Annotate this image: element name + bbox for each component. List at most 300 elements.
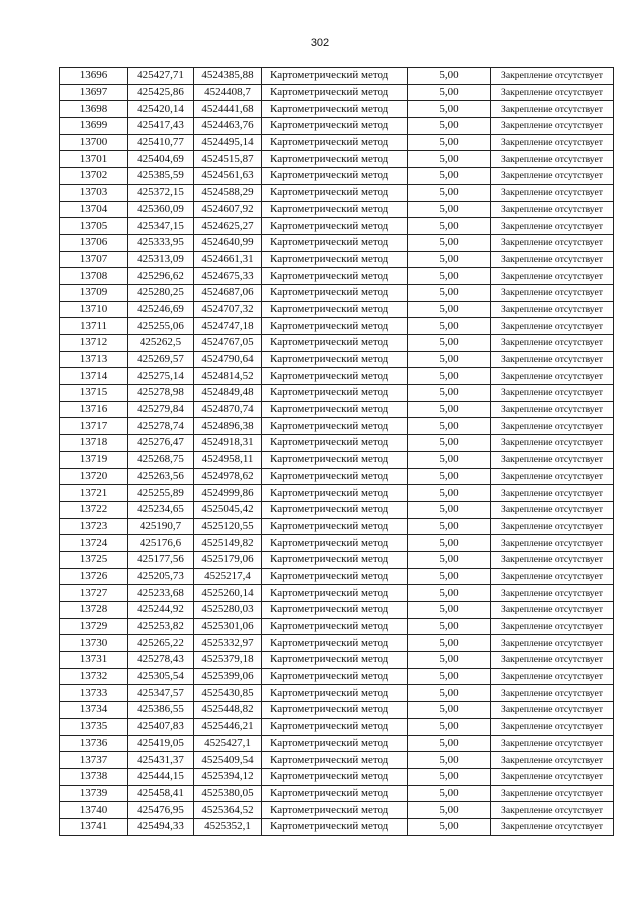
x-coordinate-cell: 425177,56 [128,551,194,568]
table-row [60,184,614,201]
accuracy-cell: 5,00 [408,468,491,485]
fixing-cell: Закрепление отсутствует [491,668,614,685]
accuracy-cell: 5,00 [408,401,491,418]
x-coordinate-cell: 425253,82 [128,618,194,635]
method-cell: Картометрический метод [262,485,408,502]
point-number-cell: 13710 [60,301,128,318]
x-coordinate-cell: 425205,73 [128,568,194,585]
x-coordinate-cell: 425190,7 [128,518,194,535]
x-coordinate-cell: 425262,5 [128,335,194,352]
point-number-cell: 13734 [60,702,128,719]
method-cell: Картометрический метод [262,718,408,735]
accuracy-cell: 5,00 [408,652,491,669]
method-cell: Картометрический метод [262,168,408,185]
table-row [60,735,614,752]
point-number-cell: 13736 [60,735,128,752]
fixing-cell: Закрепление отсутствует [491,335,614,352]
method-cell: Картометрический метод [262,385,408,402]
method-cell: Картометрический метод [262,618,408,635]
accuracy-cell: 5,00 [408,702,491,719]
y-coordinate-cell: 4525301,06 [194,618,262,635]
table-row [60,418,614,435]
table-row [60,518,614,535]
fixing-cell: Закрепление отсутствует [491,468,614,485]
y-coordinate-cell: 4524849,48 [194,385,262,402]
point-number-cell: 13717 [60,418,128,435]
fixing-cell: Закрепление отсутствует [491,652,614,669]
x-coordinate-cell: 425313,09 [128,251,194,268]
accuracy-cell: 5,00 [408,284,491,301]
accuracy-cell: 5,00 [408,168,491,185]
table-row [60,451,614,468]
table-row [60,501,614,518]
accuracy-cell: 5,00 [408,118,491,135]
point-number-cell: 13699 [60,118,128,135]
accuracy-cell: 5,00 [408,785,491,802]
y-coordinate-cell: 4524441,68 [194,101,262,118]
fixing-cell: Закрепление отсутствует [491,201,614,218]
point-number-cell: 13721 [60,485,128,502]
y-coordinate-cell: 4524588,29 [194,184,262,201]
y-coordinate-cell: 4524999,86 [194,485,262,502]
y-coordinate-cell: 4525120,55 [194,518,262,535]
x-coordinate-cell: 425280,25 [128,284,194,301]
table-row [60,602,614,619]
table-row [60,768,614,785]
point-number-cell: 13696 [60,68,128,85]
point-number-cell: 13726 [60,568,128,585]
method-cell: Картометрический метод [262,401,408,418]
table-row [60,818,614,835]
method-cell: Картометрический метод [262,118,408,135]
method-cell: Картометрический метод [262,535,408,552]
point-number-cell: 13704 [60,201,128,218]
fixing-cell: Закрепление отсутствует [491,635,614,652]
fixing-cell: Закрепление отсутствует [491,485,614,502]
x-coordinate-cell: 425410,77 [128,134,194,151]
x-coordinate-cell: 425427,71 [128,68,194,85]
fixing-cell: Закрепление отсутствует [491,418,614,435]
y-coordinate-cell: 4524978,62 [194,468,262,485]
x-coordinate-cell: 425476,95 [128,802,194,819]
method-cell: Картометрический метод [262,752,408,769]
y-coordinate-cell: 4525332,97 [194,635,262,652]
fixing-cell: Закрепление отсутствует [491,735,614,752]
x-coordinate-cell: 425386,55 [128,702,194,719]
y-coordinate-cell: 4525380,05 [194,785,262,802]
table-row [60,668,614,685]
method-cell: Картометрический метод [262,702,408,719]
x-coordinate-cell: 425494,33 [128,818,194,835]
y-coordinate-cell: 4525448,82 [194,702,262,719]
method-cell: Картометрический метод [262,68,408,85]
fixing-cell: Закрепление отсутствует [491,435,614,452]
table-row [60,652,614,669]
point-number-cell: 13707 [60,251,128,268]
x-coordinate-cell: 425268,75 [128,451,194,468]
fixing-cell: Закрепление отсутствует [491,802,614,819]
point-number-cell: 13711 [60,318,128,335]
y-coordinate-cell: 4525427,1 [194,735,262,752]
page-number: 302 [310,37,330,49]
fixing-cell: Закрепление отсутствует [491,134,614,151]
fixing-cell: Закрепление отсутствует [491,251,614,268]
table-row [60,268,614,285]
accuracy-cell: 5,00 [408,268,491,285]
point-number-cell: 13715 [60,385,128,402]
method-cell: Картометрический метод [262,585,408,602]
accuracy-cell: 5,00 [408,501,491,518]
fixing-cell: Закрепление отсутствует [491,518,614,535]
fixing-cell: Закрепление отсутствует [491,385,614,402]
accuracy-cell: 5,00 [408,568,491,585]
x-coordinate-cell: 425458,41 [128,785,194,802]
table-row [60,368,614,385]
accuracy-cell: 5,00 [408,518,491,535]
accuracy-cell: 5,00 [408,551,491,568]
accuracy-cell: 5,00 [408,685,491,702]
method-cell: Картометрический метод [262,301,408,318]
point-number-cell: 13722 [60,501,128,518]
table-row [60,702,614,719]
accuracy-cell: 5,00 [408,485,491,502]
table-row [60,134,614,151]
point-number-cell: 13716 [60,401,128,418]
accuracy-cell: 5,00 [408,752,491,769]
point-number-cell: 13735 [60,718,128,735]
y-coordinate-cell: 4524747,18 [194,318,262,335]
fixing-cell: Закрепление отсутствует [491,602,614,619]
x-coordinate-cell: 425269,57 [128,351,194,368]
accuracy-cell: 5,00 [408,335,491,352]
x-coordinate-cell: 425244,92 [128,602,194,619]
table-row [60,551,614,568]
y-coordinate-cell: 4525394,12 [194,768,262,785]
accuracy-cell: 5,00 [408,151,491,168]
table-row [60,785,614,802]
y-coordinate-cell: 4524607,92 [194,201,262,218]
method-cell: Картометрический метод [262,435,408,452]
table-row [60,802,614,819]
x-coordinate-cell: 425431,37 [128,752,194,769]
method-cell: Картометрический метод [262,551,408,568]
x-coordinate-cell: 425419,05 [128,735,194,752]
table-row [60,301,614,318]
point-number-cell: 13708 [60,268,128,285]
x-coordinate-cell: 425265,22 [128,635,194,652]
y-coordinate-cell: 4524640,99 [194,234,262,251]
y-coordinate-cell: 4524661,31 [194,251,262,268]
point-number-cell: 13709 [60,284,128,301]
fixing-cell: Закрепление отсутствует [491,702,614,719]
point-number-cell: 13706 [60,234,128,251]
method-cell: Картометрический метод [262,351,408,368]
x-coordinate-cell: 425385,59 [128,168,194,185]
method-cell: Картометрический метод [262,501,408,518]
x-coordinate-cell: 425176,6 [128,535,194,552]
fixing-cell: Закрепление отсутствует [491,68,614,85]
fixing-cell: Закрепление отсутствует [491,501,614,518]
x-coordinate-cell: 425347,15 [128,218,194,235]
accuracy-cell: 5,00 [408,585,491,602]
point-number-cell: 13720 [60,468,128,485]
fixing-cell: Закрепление отсутствует [491,768,614,785]
point-number-cell: 13739 [60,785,128,802]
accuracy-cell: 5,00 [408,385,491,402]
point-number-cell: 13719 [60,451,128,468]
y-coordinate-cell: 4525217,4 [194,568,262,585]
point-number-cell: 13738 [60,768,128,785]
accuracy-cell: 5,00 [408,418,491,435]
accuracy-cell: 5,00 [408,201,491,218]
accuracy-cell: 5,00 [408,435,491,452]
table-row [60,218,614,235]
table-row [60,201,614,218]
method-cell: Картометрический метод [262,451,408,468]
x-coordinate-cell: 425417,43 [128,118,194,135]
y-coordinate-cell: 4524515,87 [194,151,262,168]
accuracy-cell: 5,00 [408,602,491,619]
fixing-cell: Закрепление отсутствует [491,318,614,335]
x-coordinate-cell: 425255,89 [128,485,194,502]
x-coordinate-cell: 425420,14 [128,101,194,118]
x-coordinate-cell: 425279,84 [128,401,194,418]
x-coordinate-cell: 425333,95 [128,234,194,251]
accuracy-cell: 5,00 [408,318,491,335]
accuracy-cell: 5,00 [408,668,491,685]
method-cell: Картометрический метод [262,668,408,685]
accuracy-cell: 5,00 [408,618,491,635]
method-cell: Картометрический метод [262,134,408,151]
accuracy-cell: 5,00 [408,84,491,101]
accuracy-cell: 5,00 [408,802,491,819]
fixing-cell: Закрепление отсутствует [491,268,614,285]
accuracy-cell: 5,00 [408,635,491,652]
y-coordinate-cell: 4524790,64 [194,351,262,368]
fixing-cell: Закрепление отсутствует [491,218,614,235]
point-number-cell: 13712 [60,335,128,352]
method-cell: Картометрический метод [262,201,408,218]
point-number-cell: 13698 [60,101,128,118]
fixing-cell: Закрепление отсутствует [491,101,614,118]
point-number-cell: 13714 [60,368,128,385]
fixing-cell: Закрепление отсутствует [491,685,614,702]
table-row [60,535,614,552]
point-number-cell: 13730 [60,635,128,652]
accuracy-cell: 5,00 [408,184,491,201]
table-row [60,151,614,168]
fixing-cell: Закрепление отсутствует [491,785,614,802]
x-coordinate-cell: 425360,09 [128,201,194,218]
y-coordinate-cell: 4525352,1 [194,818,262,835]
table-row [60,101,614,118]
fixing-cell: Закрепление отсутствует [491,168,614,185]
y-coordinate-cell: 4525446,21 [194,718,262,735]
y-coordinate-cell: 4525179,06 [194,551,262,568]
method-cell: Картометрический метод [262,84,408,101]
table-row [60,618,614,635]
method-cell: Картометрический метод [262,768,408,785]
accuracy-cell: 5,00 [408,351,491,368]
point-number-cell: 13703 [60,184,128,201]
point-number-cell: 13702 [60,168,128,185]
table-row [60,435,614,452]
y-coordinate-cell: 4524767,05 [194,335,262,352]
point-number-cell: 13741 [60,818,128,835]
table-row [60,385,614,402]
fixing-cell: Закрепление отсутствует [491,184,614,201]
y-coordinate-cell: 4524561,63 [194,168,262,185]
table-row [60,351,614,368]
accuracy-cell: 5,00 [408,101,491,118]
x-coordinate-cell: 425296,62 [128,268,194,285]
x-coordinate-cell: 425407,83 [128,718,194,735]
coordinates-table-body [60,68,614,836]
point-number-cell: 13725 [60,551,128,568]
point-number-cell: 13700 [60,134,128,151]
point-number-cell: 13705 [60,218,128,235]
y-coordinate-cell: 4525430,85 [194,685,262,702]
y-coordinate-cell: 4524958,11 [194,451,262,468]
point-number-cell: 13740 [60,802,128,819]
fixing-cell: Закрепление отсутствует [491,234,614,251]
point-number-cell: 13723 [60,518,128,535]
y-coordinate-cell: 4524687,06 [194,284,262,301]
point-number-cell: 13733 [60,685,128,702]
fixing-cell: Закрепление отсутствует [491,535,614,552]
y-coordinate-cell: 4524870,74 [194,401,262,418]
method-cell: Картометрический метод [262,251,408,268]
accuracy-cell: 5,00 [408,301,491,318]
method-cell: Картометрический метод [262,284,408,301]
accuracy-cell: 5,00 [408,768,491,785]
table-row [60,168,614,185]
y-coordinate-cell: 4524408,7 [194,84,262,101]
method-cell: Картометрический метод [262,101,408,118]
method-cell: Картометрический метод [262,468,408,485]
y-coordinate-cell: 4524463,76 [194,118,262,135]
x-coordinate-cell: 425275,14 [128,368,194,385]
fixing-cell: Закрепление отсутствует [491,301,614,318]
method-cell: Картометрический метод [262,785,408,802]
x-coordinate-cell: 425425,86 [128,84,194,101]
accuracy-cell: 5,00 [408,368,491,385]
fixing-cell: Закрепление отсутствует [491,118,614,135]
fixing-cell: Закрепление отсутствует [491,284,614,301]
point-number-cell: 13728 [60,602,128,619]
accuracy-cell: 5,00 [408,234,491,251]
coordinates-table [59,67,614,836]
x-coordinate-cell: 425233,68 [128,585,194,602]
table-row [60,401,614,418]
y-coordinate-cell: 4524385,88 [194,68,262,85]
method-cell: Картометрический метод [262,184,408,201]
fixing-cell: Закрепление отсутствует [491,618,614,635]
fixing-cell: Закрепление отсутствует [491,84,614,101]
x-coordinate-cell: 425347,57 [128,685,194,702]
x-coordinate-cell: 425404,69 [128,151,194,168]
table-row [60,568,614,585]
y-coordinate-cell: 4524707,32 [194,301,262,318]
y-coordinate-cell: 4525280,03 [194,602,262,619]
table-row [60,752,614,769]
table-row [60,485,614,502]
fixing-cell: Закрепление отсутствует [491,568,614,585]
y-coordinate-cell: 4524625,27 [194,218,262,235]
table-row [60,318,614,335]
point-number-cell: 13727 [60,585,128,602]
accuracy-cell: 5,00 [408,134,491,151]
accuracy-cell: 5,00 [408,718,491,735]
y-coordinate-cell: 4524814,52 [194,368,262,385]
y-coordinate-cell: 4524495,14 [194,134,262,151]
method-cell: Картометрический метод [262,652,408,669]
table-row [60,635,614,652]
accuracy-cell: 5,00 [408,535,491,552]
accuracy-cell: 5,00 [408,218,491,235]
accuracy-cell: 5,00 [408,735,491,752]
table-row [60,685,614,702]
table-row [60,284,614,301]
method-cell: Картометрический метод [262,335,408,352]
method-cell: Картометрический метод [262,368,408,385]
y-coordinate-cell: 4525409,54 [194,752,262,769]
fixing-cell: Закрепление отсутствует [491,151,614,168]
x-coordinate-cell: 425263,56 [128,468,194,485]
x-coordinate-cell: 425234,65 [128,501,194,518]
point-number-cell: 13732 [60,668,128,685]
table-row [60,718,614,735]
table-row [60,468,614,485]
x-coordinate-cell: 425278,98 [128,385,194,402]
point-number-cell: 13697 [60,84,128,101]
x-coordinate-cell: 425246,69 [128,301,194,318]
method-cell: Картометрический метод [262,635,408,652]
method-cell: Картометрический метод [262,234,408,251]
point-number-cell: 13713 [60,351,128,368]
y-coordinate-cell: 4525149,82 [194,535,262,552]
y-coordinate-cell: 4525399,06 [194,668,262,685]
y-coordinate-cell: 4524896,38 [194,418,262,435]
method-cell: Картометрический метод [262,735,408,752]
fixing-cell: Закрепление отсутствует [491,368,614,385]
method-cell: Картометрический метод [262,568,408,585]
fixing-cell: Закрепление отсутствует [491,451,614,468]
method-cell: Картометрический метод [262,318,408,335]
method-cell: Картометрический метод [262,418,408,435]
method-cell: Картометрический метод [262,802,408,819]
x-coordinate-cell: 425278,74 [128,418,194,435]
table-row [60,585,614,602]
method-cell: Картометрический метод [262,602,408,619]
accuracy-cell: 5,00 [408,818,491,835]
point-number-cell: 13701 [60,151,128,168]
method-cell: Картометрический метод [262,518,408,535]
accuracy-cell: 5,00 [408,68,491,85]
fixing-cell: Закрепление отсутствует [491,401,614,418]
point-number-cell: 13724 [60,535,128,552]
method-cell: Картометрический метод [262,151,408,168]
point-number-cell: 13737 [60,752,128,769]
y-coordinate-cell: 4525045,42 [194,501,262,518]
x-coordinate-cell: 425372,15 [128,184,194,201]
accuracy-cell: 5,00 [408,451,491,468]
point-number-cell: 13729 [60,618,128,635]
table-row [60,84,614,101]
x-coordinate-cell: 425276,47 [128,435,194,452]
y-coordinate-cell: 4525379,18 [194,652,262,669]
table-row [60,68,614,85]
